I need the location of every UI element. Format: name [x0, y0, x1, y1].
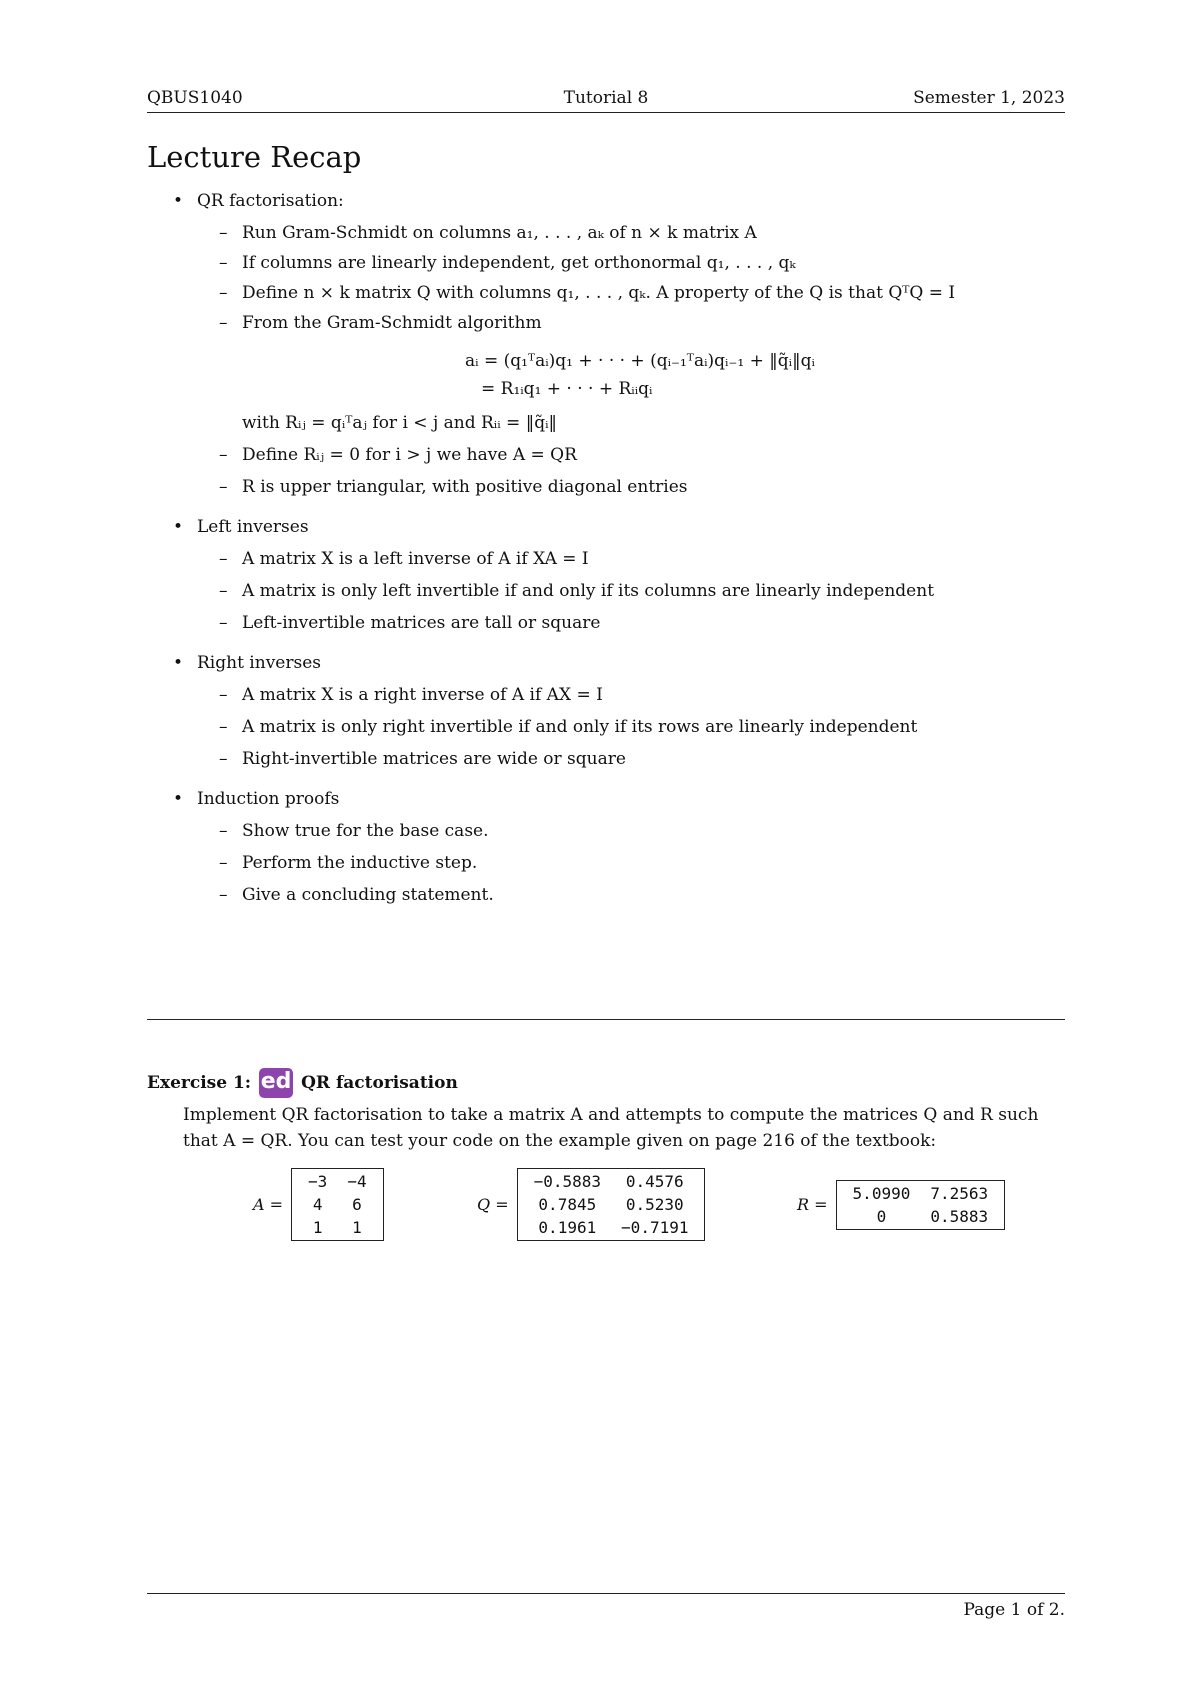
list-item: – A matrix X is a right inverse of A if AX = I: [219, 685, 603, 705]
matrix-label: R =: [797, 1195, 828, 1214]
list-item: – Show true for the base case.: [219, 821, 489, 841]
list-item: • QR factorisation:: [173, 191, 344, 211]
ed-logo-icon[interactable]: ed: [259, 1068, 293, 1098]
matrix-r: [797, 1180, 1005, 1230]
list-item: • Left inverses: [173, 517, 309, 537]
gram-schmidt-equation: [147, 346, 1065, 398]
page-header: [147, 88, 1065, 113]
equation-line: = R₁ᵢq₁ + · · · + Rᵢᵢqᵢ: [481, 379, 653, 399]
matrix-cell: 1: [312, 1218, 323, 1237]
document-page: [147, 0, 1065, 1696]
exercise-title: QR factorisation: [301, 1073, 458, 1093]
list-item: – Right-invertible matrices are wide or square: [219, 749, 626, 769]
induction-heading: Induction proofs: [197, 789, 340, 809]
matrix-a: [253, 1168, 384, 1241]
exercise-heading: [147, 1068, 1065, 1098]
matrix-label: Q =: [477, 1194, 509, 1214]
example-matrices: [147, 1168, 1065, 1248]
header-tutorial: Tutorial 8: [563, 88, 649, 108]
matrix-cell: −0.7191: [621, 1218, 689, 1237]
matrix-cell: 4: [312, 1195, 323, 1214]
list-item: – Define n × k matrix Q with columns q₁, . . . , qₖ. A property of the Q is that QᵀQ = I: [219, 283, 956, 303]
header-semester: Semester 1, 2023: [913, 88, 1065, 108]
list-item: – Run Gram-Schmidt on columns a₁, . . . , aₖ of n × k matrix A: [219, 223, 757, 243]
page-number: Page 1 of 2.: [963, 1600, 1065, 1620]
matrix-cell: 6: [352, 1195, 362, 1214]
list-item: • Right inverses: [173, 653, 321, 673]
equation-line: aᵢ = (q₁ᵀaᵢ)q₁ + · · · + (qᵢ₋₁ᵀaᵢ)qᵢ₋₁ + ‖q̃ᵢ‖qᵢ: [465, 351, 815, 371]
matrix-cell: 0.5230: [625, 1195, 684, 1214]
list-item: – From the Gram-Schmidt algorithm: [219, 313, 542, 333]
list-item: – A matrix X is a left inverse of A if XA = I: [219, 549, 589, 569]
matrix-cell: 7.2563: [930, 1184, 989, 1203]
matrix-cell: −3: [308, 1172, 328, 1191]
matrix-cell: 5.0990: [852, 1184, 911, 1203]
matrix-cell: 0.1961: [538, 1218, 597, 1237]
list-item: – Left-invertible matrices are tall or square: [219, 613, 601, 633]
lecture-recap: [147, 190, 1065, 906]
list-item: – If columns are linearly independent, get orthonormal q₁, . . . , qₖ: [219, 253, 796, 273]
exercise-body: Implement QR factorisation to take a matrix A and attempts to compute the matrices Q and R such that A = QR. You can test your code on the example given on page 216 of the textbook:: [183, 1105, 1039, 1151]
matrix-cell: 0.5883: [930, 1207, 989, 1226]
equation-note: with Rᵢⱼ = qᵢᵀaⱼ for i < j and Rᵢᵢ = ‖q̃ᵢ‖: [242, 413, 557, 433]
qr-heading: QR factorisation:: [197, 191, 344, 211]
list-item: – Define Rᵢⱼ = 0 for i > j we have A = QR: [219, 445, 577, 465]
list-item: – A matrix is only right invertible if and only if its rows are linearly independent: [219, 717, 918, 737]
list-item: • Induction proofs: [173, 789, 340, 809]
matrix-cell: 0.4576: [625, 1172, 684, 1191]
list-item: – Perform the inductive step.: [219, 853, 478, 873]
matrix-cell: 1: [352, 1218, 362, 1237]
footer-divider: [147, 1593, 1065, 1594]
exercise-1: [147, 1068, 1065, 1248]
matrix-cell: −4: [347, 1172, 367, 1191]
header-course: QBUS1040: [147, 88, 243, 108]
matrix-q: [477, 1168, 705, 1241]
matrix-cell: 0: [876, 1207, 887, 1226]
matrix-cell: −0.5883: [533, 1172, 602, 1191]
left-inverses-heading: Left inverses: [197, 517, 309, 537]
page-title: Lecture Recap: [147, 140, 362, 174]
matrix-cell: 0.7845: [538, 1195, 597, 1214]
list-item: – A matrix is only left invertible if and only if its columns are linearly independent: [219, 581, 935, 601]
matrix-label: A =: [253, 1194, 284, 1214]
list-item: – R is upper triangular, with positive diagonal entries: [219, 477, 688, 497]
list-item: – Give a concluding statement.: [219, 885, 494, 905]
exercise-label: Exercise 1:: [147, 1073, 252, 1093]
section-divider: [147, 1019, 1065, 1020]
right-inverses-heading: Right inverses: [197, 653, 321, 673]
